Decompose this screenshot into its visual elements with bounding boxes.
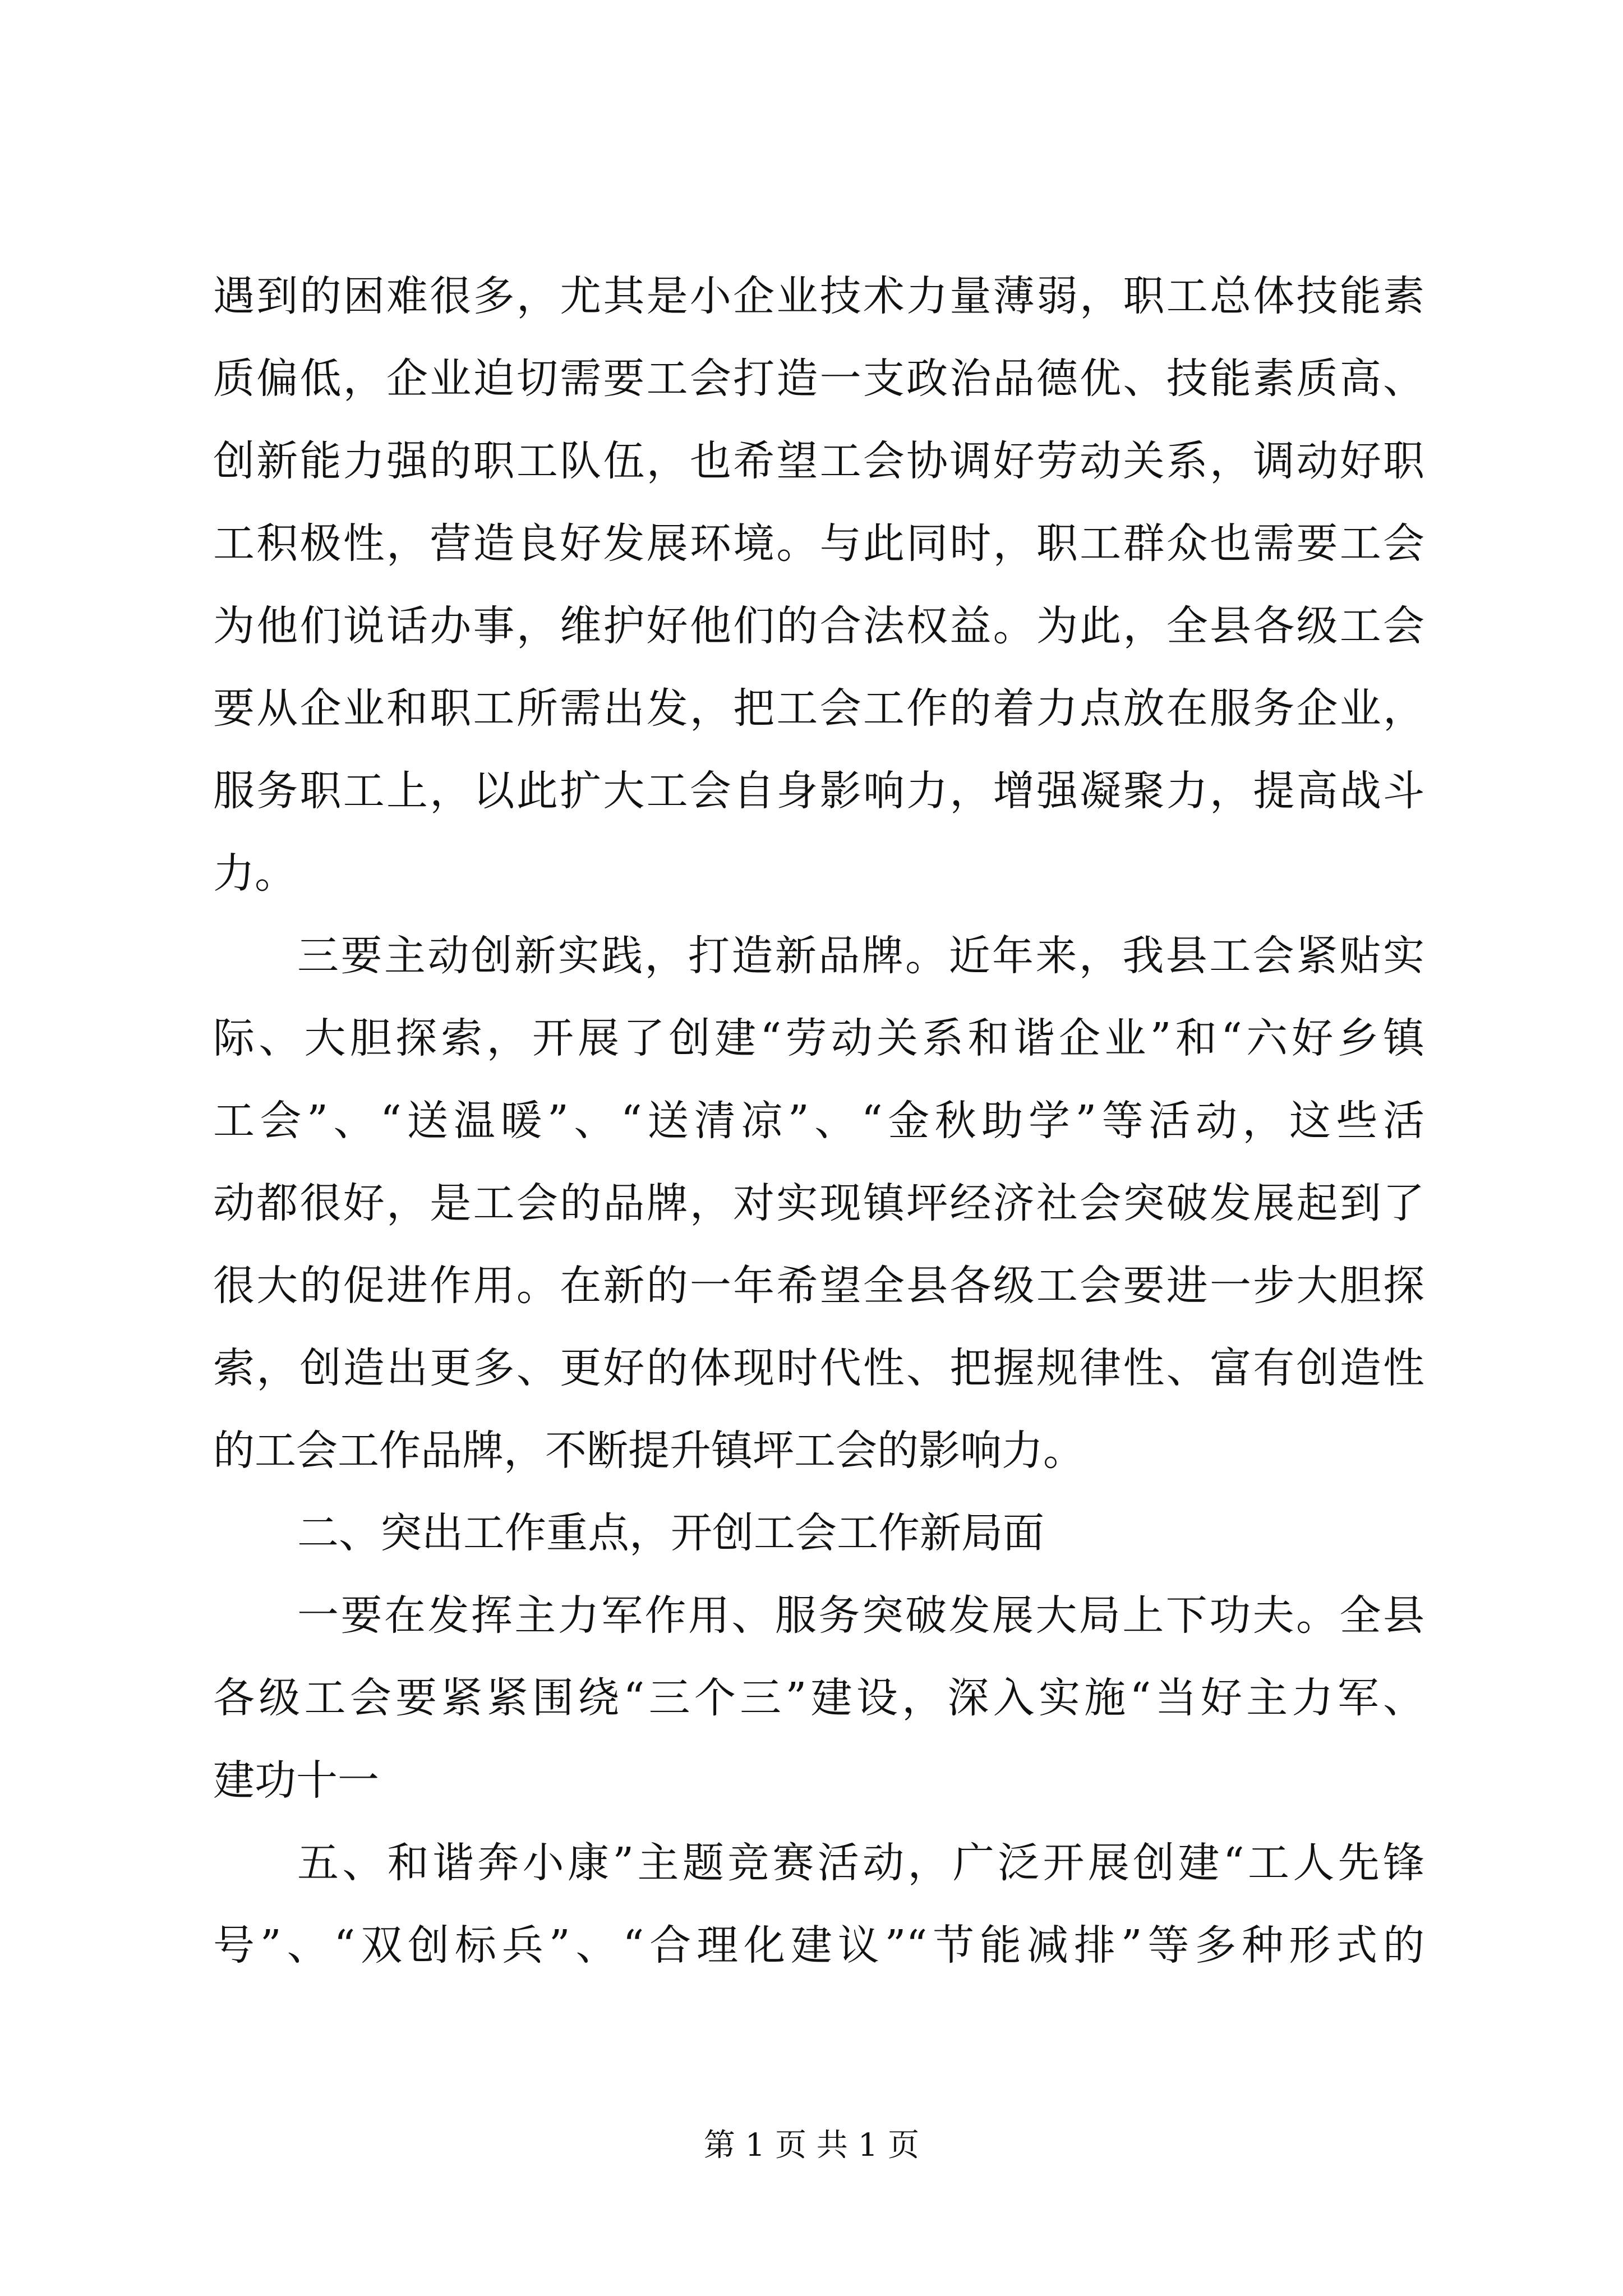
paragraph-first-line: 五、和谐奔小康”主题竞赛活动，广泛开展创建“工人先锋 bbox=[297, 1839, 1424, 1887]
body-text bbox=[213, 255, 1424, 1987]
text-line: 工会”、“送温暖”、“送清凉”、“金秋助学”等活动，这些活 bbox=[213, 1097, 1424, 1145]
section-heading: 二、突出工作重点，开创工会工作新局面 bbox=[297, 1509, 1044, 1557]
text-line: 工积极性，营造良好发展环境。与此同时，职工群众也需要工会 bbox=[213, 519, 1424, 568]
text-line: 质偏低，企业迫切需要工会打造一支政治品德优、技能素质高、 bbox=[213, 355, 1424, 403]
text-line: 建功十一 bbox=[213, 1756, 379, 1805]
text-line: 动都很好，是工会的品牌，对实现镇坪经济社会突破发展起到了 bbox=[213, 1179, 1424, 1227]
text-line: 号”、“双创标兵”、“合理化建议”“节能减排”等多种形式的 bbox=[213, 1921, 1424, 1970]
paragraph-first-line: 三要主动创新实践，打造新品牌。近年来，我县工会紧贴实 bbox=[297, 932, 1424, 980]
text-line: 的工会工作品牌，不断提升镇坪工会的影响力。 bbox=[213, 1427, 1085, 1475]
text-line: 遇到的困难很多，尤其是小企业技术力量薄弱，职工总体技能素 bbox=[213, 272, 1424, 320]
text-line: 很大的促进作用。在新的一年希望全县各级工会要进一步大胆探 bbox=[213, 1262, 1424, 1310]
text-line: 要从企业和职工所需出发，把工会工作的着力点放在服务企业， bbox=[213, 684, 1424, 733]
paragraph-first-line: 一要在发挥主力军作用、服务突破发展大局上下功夫。全县 bbox=[297, 1591, 1424, 1640]
page-number-footer: 第 1 页 共 1 页 bbox=[703, 2127, 920, 2164]
text-line: 际、大胆探索，开展了创建“劳动关系和谐企业”和“六好乡镇 bbox=[213, 1014, 1424, 1062]
text-line: 索，创造出更多、更好的体现时代性、把握规律性、富有创造性 bbox=[213, 1344, 1424, 1392]
text-line: 力。 bbox=[213, 849, 296, 898]
text-line: 为他们说话办事，维护好他们的合法权益。为此，全县各级工会 bbox=[213, 602, 1424, 650]
text-line: 服务职工上，以此扩大工会自身影响力，增强凝聚力，提高战斗 bbox=[213, 767, 1424, 815]
text-line: 各级工会要紧紧围绕“三个三”建设，深入实施“当好主力军、 bbox=[213, 1674, 1424, 1722]
text-line: 创新能力强的职工队伍，也希望工会协调好劳动关系，调动好职 bbox=[213, 437, 1424, 485]
